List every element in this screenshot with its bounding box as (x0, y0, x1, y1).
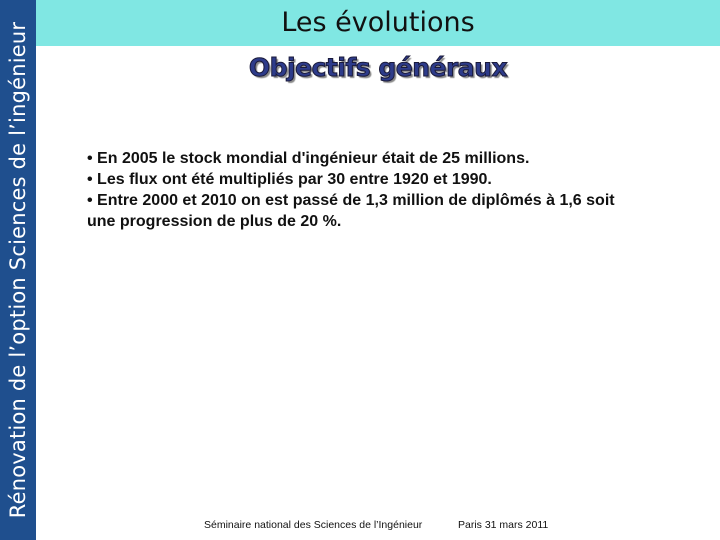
body-line-2: • Les flux ont été multipliés par 30 entre 1920 et 1990. (87, 171, 492, 188)
slide-title: Les évolutions (281, 7, 475, 38)
footer-event: Séminaire national des Sciences de l’Ingénieur (204, 519, 423, 531)
body-line-3: • Entre 2000 et 2010 on est passé de 1,3 million de diplômés à 1,6 soit une progression de plus de 20 %. (87, 192, 615, 230)
body-line-1: • En 2005 le stock mondial d'ingénieur était de 25 millions. (87, 150, 530, 167)
vertical-title: Rénovation de l’option Sciences de l’ingénieur (6, 21, 30, 519)
body-text (87, 148, 647, 232)
footer-place-date: Paris 31 mars 2011 (458, 519, 549, 531)
section-subtitle: Objectifs généraux (248, 53, 508, 82)
